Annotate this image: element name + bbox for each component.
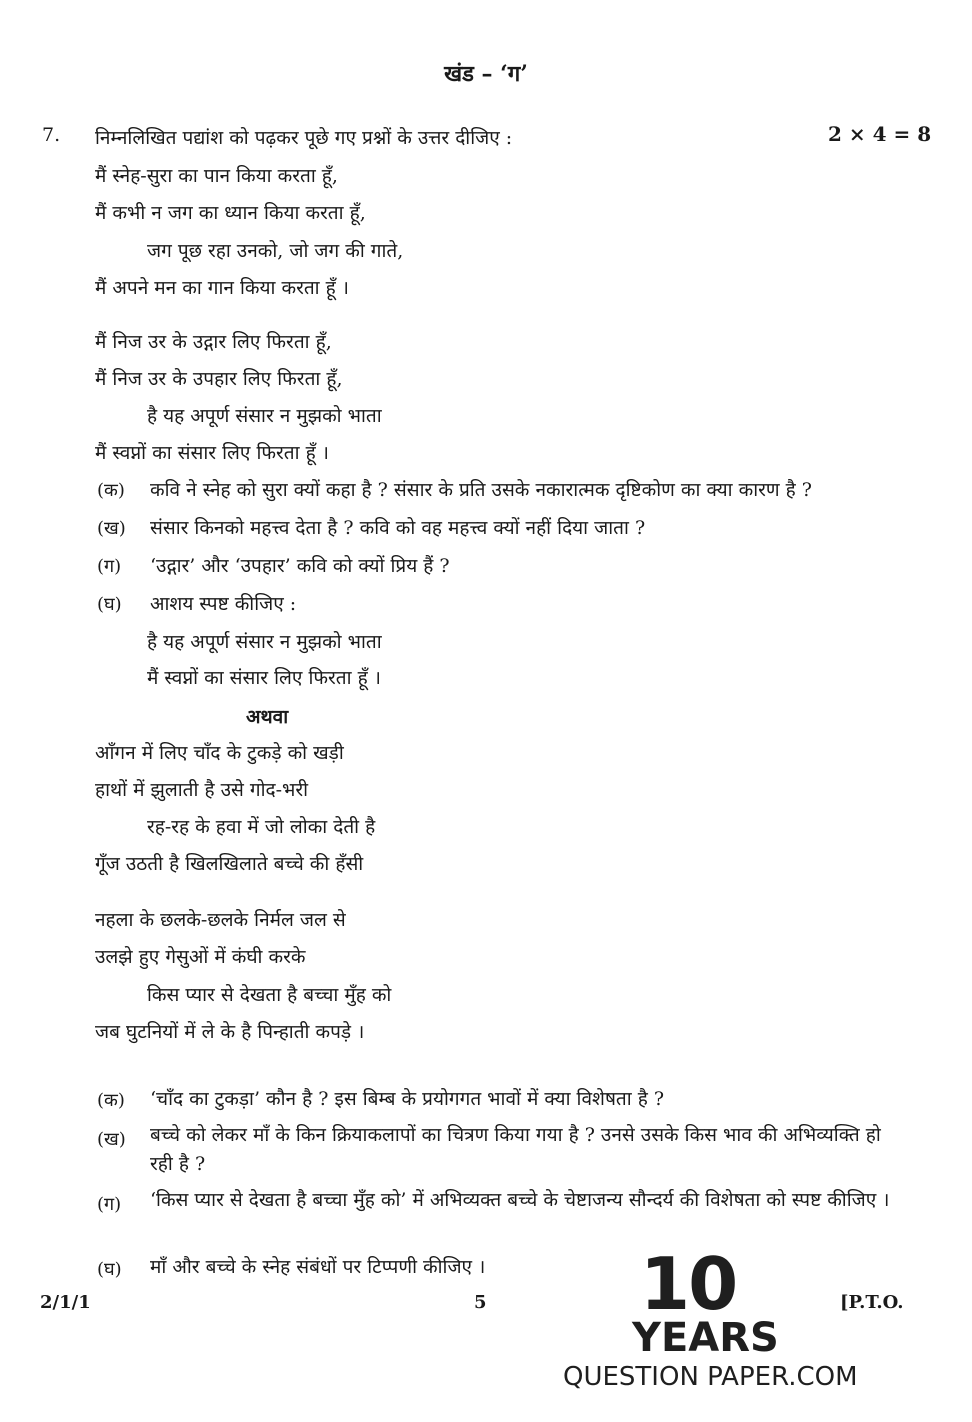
poem2-line: किस प्यार से देखता है बच्चा मुँह को: [147, 984, 392, 1006]
poem2-line: नहला के छलके-छलके निर्मल जल से: [95, 909, 346, 931]
subquestion-text: बच्चे को लेकर माँ के किन क्रियाकलापों का चित्रण किया गया है ? उनसे उसके किस भाव की अभिव्यक्ति हो रही है ?: [150, 1124, 881, 1175]
subquestion-text: संसार किनको महत्त्व देता है ? कवि को वह महत्त्व क्यों नहीं दिया जाता ?: [150, 517, 646, 539]
subquestion-label: (ख): [97, 518, 126, 539]
subquestion-text: माँ और बच्चे के स्नेह संबंधों पर टिप्पणी कीजिए ।: [150, 1256, 486, 1278]
poem1-line: जग पूछ रहा उनको, जो जग की गाते,: [147, 240, 404, 262]
subquestion-label: (ग): [97, 556, 122, 577]
poem2-line: हाथों में झुलाती है उसे गोद-भरी: [95, 779, 309, 801]
subquestion-text: ‘किस प्यार से देखता है बच्चा मुँह को’ में अभिव्यक्त बच्चे के चेष्टाजन्य सौन्दर्य की विशेषता को स्पष्ट कीजिए ।: [150, 1189, 890, 1211]
quote-line: मैं स्वप्नों का संसार लिए फिरता हूँ ।: [147, 667, 381, 689]
poem1-line: है यह अपूर्ण संसार न मुझको भाता: [147, 405, 382, 427]
pto-label: [P.T.O.: [840, 1292, 904, 1313]
poem2-line: आँगन में लिए चाँद के टुकड़े को खड़ी: [95, 742, 344, 764]
poem1-line: मैं अपने मन का गान किया करता हूँ ।: [95, 277, 349, 299]
page-number: 5: [474, 1292, 487, 1313]
poem1-line: मैं स्वप्नों का संसार लिए फिरता हूँ ।: [95, 442, 329, 464]
poem2-line: रह-रह के हवा में जो लोका देती है: [147, 816, 376, 838]
question-number: 7.: [42, 124, 61, 146]
watermark-years: YEARS: [632, 1315, 779, 1361]
question-marks: 2 × 4 = 8: [828, 122, 932, 146]
subquestion-label: (ख): [97, 1129, 126, 1150]
poem1-line: मैं कभी न जग का ध्यान किया करता हूँ,: [95, 202, 366, 224]
subquestion-label: (घ): [97, 1259, 122, 1280]
quote-line: है यह अपूर्ण संसार न मुझको भाता: [147, 631, 382, 653]
subquestion-label: (क): [97, 480, 125, 501]
subquestion-text: आशय स्पष्ट कीजिए :: [150, 593, 297, 615]
subquestion-text: ‘उद्गार’ और ‘उपहार’ कवि को क्यों प्रिय हैं ?: [150, 555, 450, 577]
subquestion-label: (ग): [97, 1194, 122, 1215]
poem1-line: मैं स्नेह-सुरा का पान किया करता हूँ,: [95, 165, 338, 187]
watermark-number: 10: [640, 1242, 737, 1326]
poem2-line: गूँज उठती है खिलखिलाते बच्चे की हँसी: [95, 853, 364, 875]
subquestion-text: ‘चाँद का टुकड़ा’ कौन है ? इस बिम्ब के प्रयोगगत भावों में क्या विशेषता है ?: [150, 1088, 665, 1110]
subquestion-label: (घ): [97, 594, 122, 615]
paper-code: 2/1/1: [40, 1292, 91, 1313]
poem1-line: मैं निज उर के उद्गार लिए फिरता हूँ,: [95, 331, 332, 353]
question-instruction: निम्नलिखित पद्यांश को पढ़कर पूछे गए प्रश्नों के उत्तर दीजिए :: [95, 127, 513, 149]
subquestion-label: (क): [97, 1090, 125, 1111]
poem2-line: उलझे हुए गेसुओं में कंघी करके: [95, 946, 306, 968]
subquestion-text: कवि ने स्नेह को सुरा क्यों कहा है ? संसार के प्रति उसके नकारात्मक दृष्टिकोण का क्या कारण है ?: [150, 479, 812, 501]
section-title: खंड – ‘ग’: [444, 61, 528, 87]
watermark-site: QUESTION PAPER.COM: [563, 1362, 858, 1392]
or-label: अथवा: [246, 706, 289, 728]
poem1-line: मैं निज उर के उपहार लिए फिरता हूँ,: [95, 368, 343, 390]
poem2-line: जब घुटनियों में ले के है पिन्हाती कपड़े ।: [95, 1021, 365, 1043]
